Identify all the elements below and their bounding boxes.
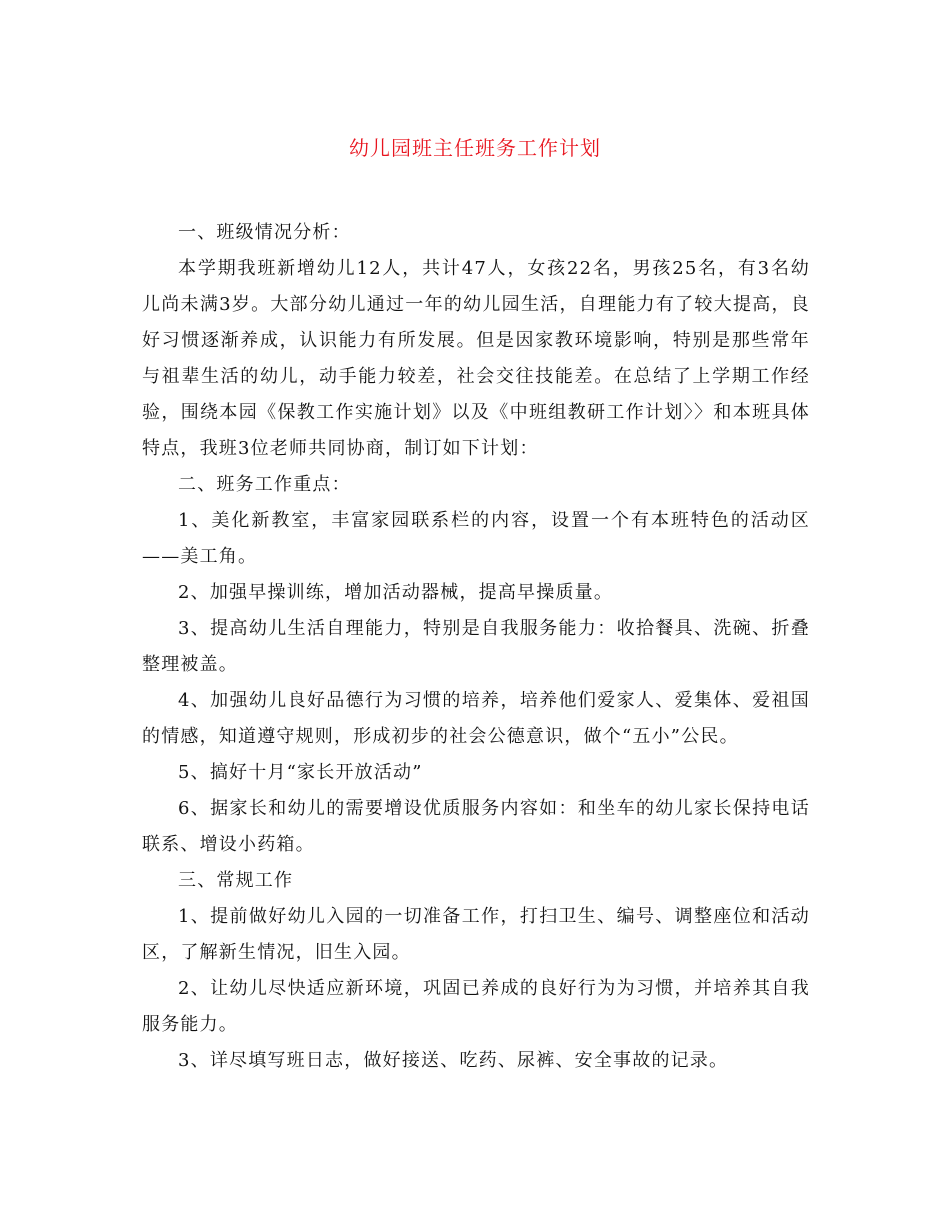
list-item: 2、加强早操训练，增加活动器械，提高早操质量。 <box>178 582 614 603</box>
paragraph: 本学期我班新增幼儿12人，共计47人，女孩22名，男孩25名，有3名幼儿尚未满3岁。大部分幼儿通过一年的幼儿园生活，自理能力有了较大提高，良好习惯逐渐养成，认识能力有所发展。但是因家教环境影响，特别是那些常年与祖辈生活的幼儿，动手能力较差，社会交往技能差。在总结了上学期工作经验，围绕本园《保教工作实施计划》以及《中班组教研工作计划〉〉和本班具体特点，我班3位老师共同协商，制订如下计划： <box>142 258 810 459</box>
list-item: 2、让幼儿尽快适应新环境，巩固已养成的良好行为为习惯，并培养其自我服务能力。 <box>142 978 810 1035</box>
list-item: 6、据家长和幼儿的需要增设优质服务内容如：和坐车的幼儿家长保持电话联系、增设小药箱。 <box>142 798 810 855</box>
list-item: 3、提高幼儿生活自理能力，特别是自我服务能力：收拾餐具、洗碗、折叠整理被盖。 <box>142 618 810 675</box>
list-item: 3、详尽填写班日志，做好接送、吃药、尿裤、安全事故的记录。 <box>178 1050 729 1071</box>
list-item: 1、美化新教室，丰富家园联系栏的内容，设置一个有本班特色的活动区——美工角。 <box>142 510 810 567</box>
list-item: 5、搞好十月“家长开放活动” <box>178 762 423 783</box>
document-title: 幼儿园班主任班务工作计划 <box>349 136 601 160</box>
section-heading: 一、班级情况分析： <box>178 222 351 243</box>
document-body <box>142 215 810 1079</box>
list-item: 1、提前做好幼儿入园的一切准备工作，打扫卫生、编号、调整座位和活动区，了解新生情况，旧生入园。 <box>142 906 810 963</box>
list-item: 4、加强幼儿良好品德行为习惯的培养，培养他们爱家人、爱集体、爱祖国的情感，知道遵守规则，形成初步的社会公德意识，做个“五小”公民。 <box>142 690 810 747</box>
section-heading: 二、班务工作重点： <box>178 474 351 495</box>
section-heading: 三、常规工作 <box>178 870 294 891</box>
